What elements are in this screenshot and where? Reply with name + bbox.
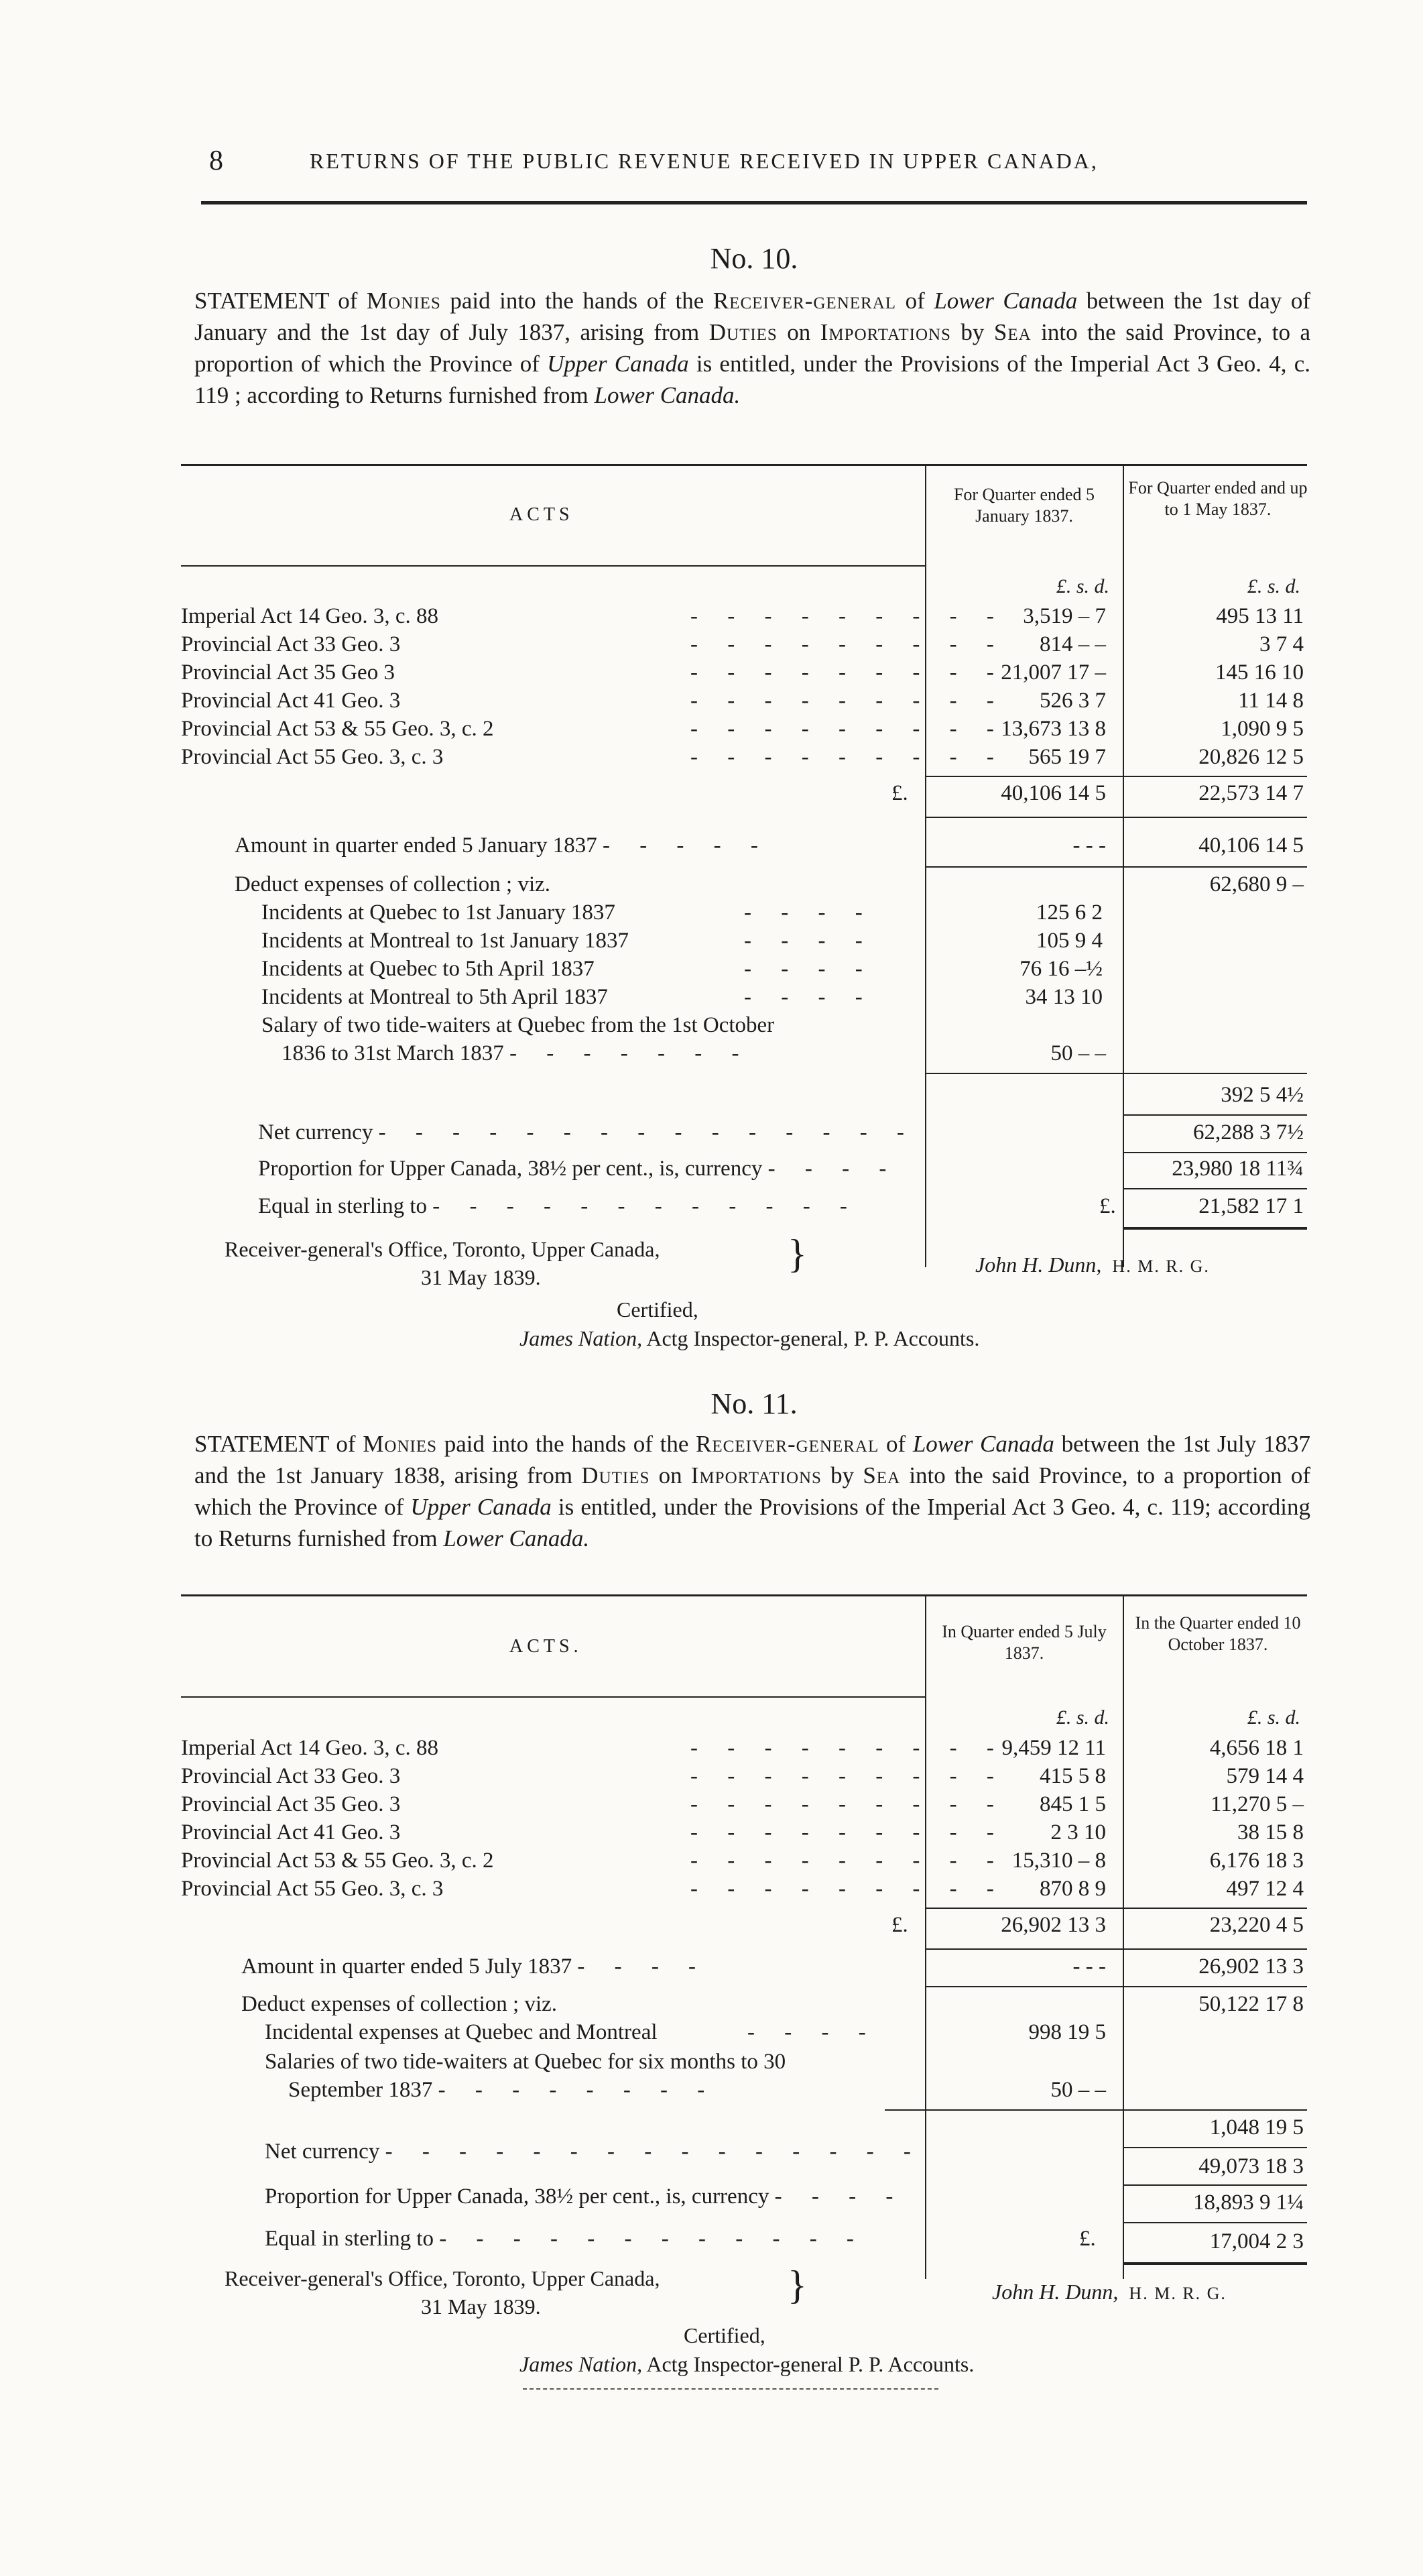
leader-dots: - - - - - - - - - — [690, 660, 1006, 685]
amount-previous-col1: - - - — [1072, 833, 1106, 858]
expense-total: 1,048 19 5 — [1209, 2115, 1304, 2140]
amount-column-2: 3 7 4 — [1259, 632, 1304, 656]
units-header-2: £. s. d. — [1247, 575, 1300, 597]
sterling-label: Equal in sterling to - - - - - - - - - - - - — [265, 2227, 866, 2251]
column-header-1: In Quarter ended 5 July 1837. — [942, 1622, 1107, 1663]
table-row — [181, 1818, 1307, 1847]
sterling-pound-mark: £. — [1099, 1194, 1116, 1218]
intro-text-run: Duties — [708, 319, 778, 345]
deduct-sum: 62,680 9 – — [1209, 872, 1304, 896]
amount-column-1: 526 3 7 — [1040, 689, 1106, 713]
leader-dots: - - - - - - - - - — [690, 604, 1006, 628]
acts-column-header: ACTS. — [509, 1636, 582, 1657]
column-header-2: In the Quarter ended 10 October 1837. — [1135, 1613, 1301, 1654]
amount-rule — [925, 1986, 1307, 1987]
proportion-top-rule — [1123, 2184, 1307, 2186]
act-name: Provincial Act 33 Geo. 3 — [181, 1764, 401, 1788]
proportion-rule — [1123, 2222, 1307, 2223]
amount-column-2: 145 16 10 — [1215, 660, 1304, 685]
amount-rule — [925, 866, 1307, 868]
proportion-top-rule — [1123, 1152, 1307, 1153]
brace: } — [788, 2263, 807, 2307]
act-name: Provincial Act 35 Geo 3 — [181, 660, 395, 685]
salary-line-1: Salaries of two tide-waiters at Quebec for six months to 30 — [265, 2050, 786, 2074]
intro-text-run: Upper Canada — [547, 351, 689, 377]
proportion-rule — [1123, 1188, 1307, 1189]
intro-text-run: on — [649, 1462, 691, 1488]
acts-header-rule — [181, 1696, 925, 1698]
intro-text-run: Receiver-general — [713, 288, 897, 314]
certified-label: Certified, — [684, 2323, 765, 2347]
statement-intro — [194, 1428, 1310, 1554]
office-line-1: Receiver-general's Office, Toronto, Upper Canada, — [225, 1237, 660, 1261]
intro-text-run: is entitled, under the Provisions of the Imperial Act 3 Geo. 4, c. 119 ; according to Returns furnished from — [194, 351, 1311, 408]
intro-text-run: paid into the hands of the — [437, 1431, 696, 1457]
total-rule — [925, 1948, 1307, 1950]
amount-column-1: 2 3 10 — [1050, 1820, 1106, 1845]
leader-dots: - - - - - - - - - — [690, 1792, 1006, 1816]
table-row — [181, 1847, 1307, 1875]
table-row — [181, 715, 1307, 743]
proportion-amount: 18,893 9 1¼ — [1193, 2190, 1304, 2215]
expense-name: Incidents at Quebec to 5th April 1837 — [261, 957, 595, 981]
intro-text-run: Receiver-general — [696, 1431, 879, 1457]
table-row — [181, 1790, 1307, 1818]
amount-column-1: 415 5 8 — [1040, 1764, 1106, 1788]
act-name: Provincial Act 53 & 55 Geo. 3, c. 2 — [181, 717, 494, 741]
expense-row — [261, 983, 1126, 1011]
net-rule — [1123, 2147, 1307, 2148]
leader-dots: - - - - - - - - - — [690, 689, 1006, 713]
leader-dots: - - - - — [744, 900, 875, 925]
units-header-2: £. s. d. — [1247, 1706, 1300, 1729]
intro-text-run: into the said Province, to a proportion of which the Province of — [194, 1462, 1311, 1520]
amount-column-2: 495 13 11 — [1216, 604, 1304, 628]
statement-number: No. 10. — [710, 242, 798, 275]
sterling-pound-mark: £. — [1079, 2227, 1096, 2251]
statement-number: No. 11. — [710, 1387, 798, 1420]
proportion-amount: 23,980 18 11¾ — [1172, 1157, 1304, 1181]
salary-amount: 50 – – — [1050, 2078, 1106, 2102]
expense-row — [261, 927, 1126, 955]
leader-dots: - - - - - - - - - — [690, 1849, 1006, 1873]
subtotal-rule — [925, 1908, 1307, 1909]
intro-text-run: Monies — [363, 1431, 438, 1457]
sterling-rule — [1123, 2262, 1307, 2265]
intro-text-run: Lower Canada. — [594, 382, 741, 408]
acts-list — [181, 1734, 1307, 1903]
salary-line-2: September 1837 - - - - - - - - — [288, 2078, 717, 2102]
expense-list — [265, 2018, 1126, 2046]
net-currency-amount: 49,073 18 3 — [1198, 2154, 1304, 2178]
expense-amount: 998 19 5 — [1028, 2020, 1106, 2044]
acts-header-rule — [181, 565, 925, 567]
certifier: James Nation, Actg Inspector-general P. P. Accounts. — [519, 2352, 975, 2376]
act-name: Provincial Act 55 Geo. 3, c. 3 — [181, 745, 444, 769]
units-header-1: £. s. d. — [1056, 1706, 1109, 1729]
amount-column-2: 4,656 18 1 — [1209, 1736, 1304, 1760]
expense-name: Incidental expenses at Quebec and Montreal — [265, 2020, 658, 2044]
certifier: James Nation, Actg Inspector-general, P. P. Accounts. — [519, 1326, 980, 1350]
intro-text-run: Sea — [863, 1462, 901, 1488]
intro-text-run: Monies — [367, 288, 441, 314]
amount-column-2: 11,270 5 – — [1210, 1792, 1304, 1816]
intro-text-run: Duties — [581, 1462, 650, 1488]
intro-text-run: Lower Canada. — [443, 1525, 590, 1552]
intro-text-run: is entitled, under the Provisions of the Imperial Act 3 Geo. 4, c. 119; according to Returns furnished from — [194, 1494, 1310, 1552]
expense-row — [265, 2018, 1126, 2046]
proportion-label: Proportion for Upper Canada, 38½ per cent., is, currency - - - - — [265, 2184, 906, 2209]
certified-label: Certified, — [617, 1297, 698, 1322]
act-name: Provincial Act 55 Geo. 3, c. 3 — [181, 1877, 444, 1901]
leader-dots: - - - - - - - - - — [690, 1764, 1006, 1788]
units-header-1: £. s. d. — [1056, 575, 1109, 597]
expense-name: Incidents at Montreal to 1st January 1837 — [261, 929, 629, 953]
amount-previous-quarter-label: Amount in quarter ended 5 July 1837 - - - - — [241, 1954, 708, 1979]
header-rule — [201, 201, 1307, 204]
intro-text-run: of — [879, 1431, 913, 1457]
sterling-amount: 17,004 2 3 — [1209, 2229, 1304, 2253]
intro-text-run: Importations — [690, 1462, 822, 1488]
deduct-sum: 50,122 17 8 — [1198, 1992, 1304, 2016]
page-number: 8 — [209, 145, 223, 176]
table-row — [181, 1762, 1307, 1790]
expense-amount: 76 16 –½ — [1019, 957, 1103, 981]
intro-text-run: by — [821, 1462, 863, 1488]
amount-column-1: 3,519 – 7 — [1023, 604, 1106, 628]
net-currency-amount: 62,288 3 7½ — [1193, 1120, 1304, 1145]
subtotal-rule — [925, 776, 1307, 777]
table-row — [181, 602, 1307, 630]
amount-column-2: 579 14 4 — [1226, 1764, 1304, 1788]
table-row — [181, 658, 1307, 687]
net-currency-label: Net currency - - - - - - - - - - - - - - - — [258, 1120, 916, 1145]
intro-text-run: between the 1st July 1837 and the 1st January 1838, arising from — [194, 1431, 1310, 1488]
acts-column-header: ACTS — [509, 504, 574, 525]
office-line-2: 31 May 1839. — [421, 2294, 541, 2319]
amount-column-1: 9,459 12 11 — [1001, 1736, 1106, 1760]
amount-column-2: 11 14 8 — [1238, 689, 1304, 713]
act-name: Provincial Act 41 Geo. 3 — [181, 1820, 401, 1845]
act-name: Provincial Act 41 Geo. 3 — [181, 689, 401, 713]
leader-dots: - - - - - - - - - — [690, 1736, 1006, 1760]
statement-intro — [194, 285, 1310, 411]
amount-column-1: 21,007 17 – — [1001, 660, 1106, 685]
amount-column-2: 6,176 18 3 — [1209, 1849, 1304, 1873]
sterling-rule — [1123, 1227, 1307, 1230]
leader-dots: - - - - - - - - - — [690, 745, 1006, 769]
table-row — [181, 743, 1307, 771]
table-row — [181, 1875, 1307, 1903]
brace: } — [788, 1232, 807, 1276]
column-header-2: For Quarter ended and up to 1 May 1837. — [1128, 478, 1308, 519]
acts-list — [181, 602, 1307, 771]
act-name: Provincial Act 35 Geo. 3 — [181, 1792, 401, 1816]
salary-line-1: Salary of two tide-waiters at Quebec from the 1st October — [261, 1013, 775, 1037]
running-head: RETURNS OF THE PUBLIC REVENUE RECEIVED IN UPPER CANADA, — [310, 149, 1099, 173]
amount-column-1: 565 19 7 — [1028, 745, 1106, 769]
amount-column-2: 1,090 9 5 — [1221, 717, 1304, 741]
amount-previous-quarter-label: Amount in quarter ended 5 January 1837 - - - - - — [235, 833, 770, 858]
intro-text-run: on — [777, 319, 820, 345]
amount-previous-col2: 26,902 13 3 — [1198, 1954, 1304, 1979]
leader-dots: - - - - — [744, 929, 875, 953]
expense-row — [261, 955, 1126, 983]
sterling-label: Equal in sterling to - - - - - - - - - - - - — [258, 1194, 859, 1218]
intro-text-run: Lower Canada — [912, 1431, 1054, 1457]
leader-dots: - - - - - - - - - — [690, 717, 1006, 741]
amount-column-1: 13,673 13 8 — [1001, 717, 1106, 741]
amount-column-2: 20,826 12 5 — [1198, 745, 1304, 769]
office-line-2: 31 May 1839. — [421, 1265, 541, 1289]
intro-text-run: between the 1st day of January and the 1st day of July 1837, arising from — [194, 288, 1310, 345]
expense-amount: 105 9 4 — [1036, 929, 1103, 953]
amount-column-1: 845 1 5 — [1040, 1792, 1106, 1816]
expense-name: Incidents at Montreal to 5th April 1837 — [261, 985, 608, 1009]
total-column-2: 23,220 4 5 — [1209, 1913, 1304, 1937]
intro-text-run: into the said Province, to a proportion of which the Province of — [194, 319, 1311, 377]
intro-text-run: Upper Canada — [410, 1494, 552, 1520]
column-divider-2 — [1123, 1596, 1124, 2279]
amount-column-2: 38 15 8 — [1237, 1820, 1304, 1845]
sterling-amount: 21,582 17 1 — [1198, 1194, 1304, 1218]
net-currency-label: Net currency - - - - - - - - - - - - - - - — [265, 2140, 923, 2164]
leader-dots: - - - - - - - - - — [690, 632, 1006, 656]
leader-dots: - - - - — [747, 2020, 878, 2044]
salary-line-2: 1836 to 31st March 1837 - - - - - - - — [282, 1041, 751, 1065]
intro-text-run: paid into the hands of the — [440, 288, 713, 314]
expense-amount: 125 6 2 — [1036, 900, 1103, 925]
net-rule — [1123, 1114, 1307, 1116]
total-pound-mark: £. — [891, 781, 908, 805]
total-column-2: 22,573 14 7 — [1198, 781, 1304, 805]
leader-dots: - - - - — [744, 985, 875, 1009]
salary-amount: 50 – – — [1050, 1041, 1106, 1065]
closing-rule — [523, 2388, 938, 2390]
table-top-rule — [181, 464, 1307, 466]
expense-list — [261, 898, 1126, 1011]
intro-text-run: STATEMENT of — [194, 288, 367, 314]
intro-text-run: by — [950, 319, 994, 345]
signature: John H. Dunn, H. M. R. G. — [975, 1252, 1210, 1277]
proportion-label: Proportion for Upper Canada, 38½ per cent., is, currency - - - - — [258, 1157, 899, 1181]
deduct-label: Deduct expenses of collection ; viz. — [235, 872, 551, 896]
expense-total: 392 5 4½ — [1221, 1083, 1304, 1107]
act-name: Provincial Act 53 & 55 Geo. 3, c. 2 — [181, 1849, 494, 1873]
expense-amount: 34 13 10 — [1025, 985, 1103, 1009]
total-column-1: 40,106 14 5 — [1001, 781, 1106, 805]
deduct-label: Deduct expenses of collection ; viz. — [241, 1992, 558, 2016]
column-divider-1 — [925, 1596, 926, 2279]
table-top-rule — [181, 1594, 1307, 1596]
expense-rule — [885, 2109, 1307, 2111]
amount-column-2: 497 12 4 — [1226, 1877, 1304, 1901]
table-row — [181, 630, 1307, 658]
column-header-1: For Quarter ended 5 January 1837. — [953, 485, 1095, 526]
intro-text-run: of — [896, 288, 934, 314]
intro-text-run: Sea — [993, 319, 1032, 345]
leader-dots: - - - - — [744, 957, 875, 981]
act-name: Imperial Act 14 Geo. 3, c. 88 — [181, 604, 438, 628]
amount-column-1: 814 – – — [1040, 632, 1106, 656]
table-row — [181, 1734, 1307, 1762]
leader-dots: - - - - - - - - - — [690, 1820, 1006, 1845]
intro-text-run: STATEMENT of — [194, 1431, 363, 1457]
intro-text-run: Importations — [820, 319, 951, 345]
office-line-1: Receiver-general's Office, Toronto, Upper Canada, — [225, 2266, 660, 2290]
expense-rule — [925, 1073, 1307, 1074]
act-name: Imperial Act 14 Geo. 3, c. 88 — [181, 1736, 438, 1760]
leader-dots: - - - - - - - - - — [690, 1877, 1006, 1901]
intro-text-run: Lower Canada — [934, 288, 1078, 314]
total-pound-mark: £. — [891, 1913, 908, 1937]
amount-previous-col1: - - - — [1072, 1954, 1106, 1979]
amount-previous-col2: 40,106 14 5 — [1198, 833, 1304, 858]
table-row — [181, 687, 1307, 715]
expense-row — [261, 898, 1126, 927]
total-rule — [925, 817, 1307, 818]
amount-column-1: 870 8 9 — [1040, 1877, 1106, 1901]
expense-name: Incidents at Quebec to 1st January 1837 — [261, 900, 615, 925]
total-column-1: 26,902 13 3 — [1001, 1913, 1106, 1937]
amount-column-1: 15,310 – 8 — [1011, 1849, 1106, 1873]
signature: John H. Dunn, H. M. R. G. — [992, 2280, 1227, 2304]
act-name: Provincial Act 33 Geo. 3 — [181, 632, 401, 656]
